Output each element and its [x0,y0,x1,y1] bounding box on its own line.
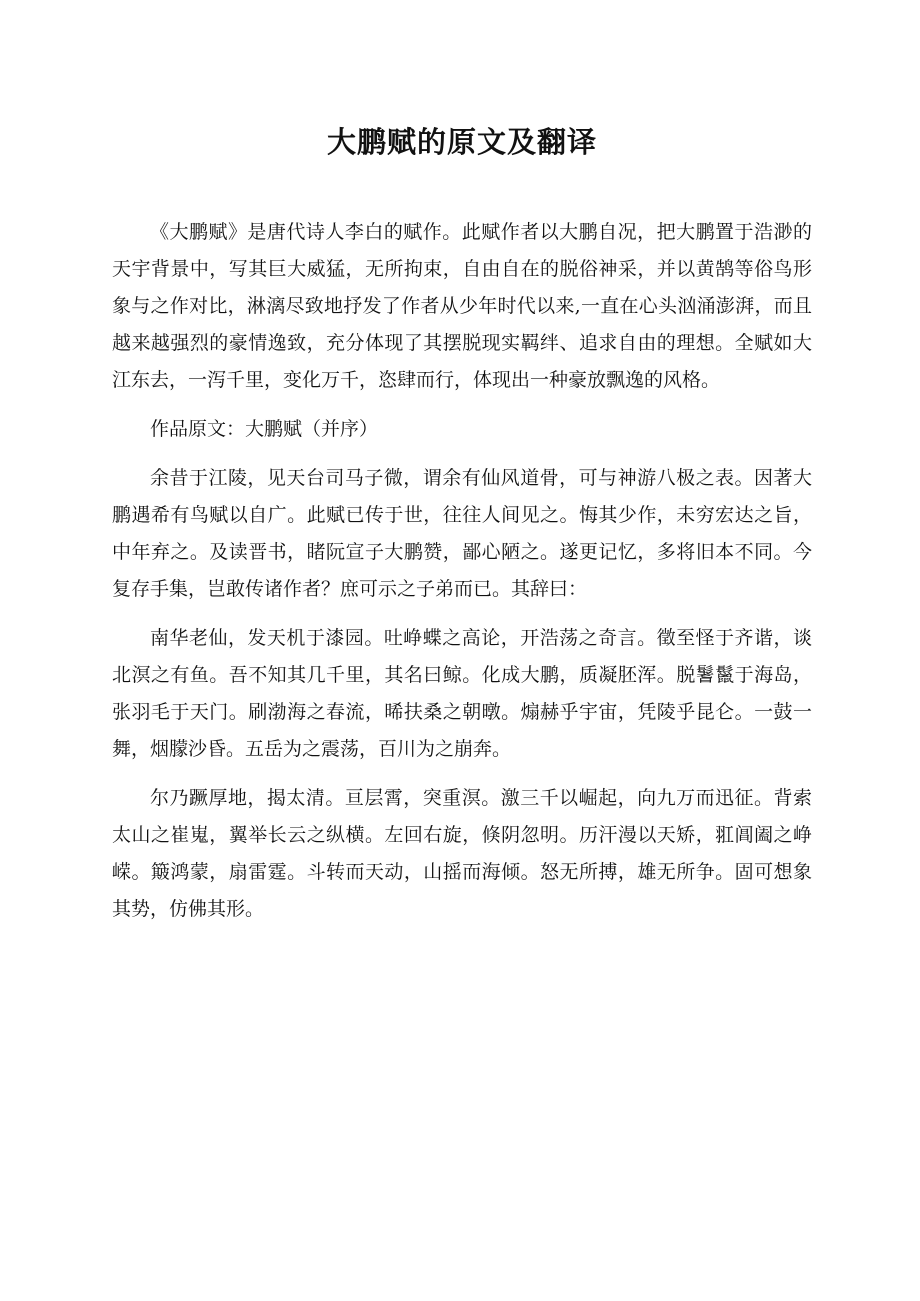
intro-paragraph: 《大鹏赋》是唐代诗人李白的赋作。此赋作者以大鹏自况，把大鹏置于浩渺的天宇背景中，写其巨大威猛，无所拘束，自由自在的脱俗神采，并以黄鹄等俗鸟形象与之作对比，淋漓尽致地抒发了作者从少年时代以来,一直在心头汹涌澎湃，而且越来越强烈的豪情逸致，充分体现了其摆脱现实羁绊、追求自由的理想。全赋如大江东去，一泻千里，变化万千，恣肆而行，体现出一种豪放飘逸的风格。 [112,221,812,391]
text-paragraph-1: 南华老仙，发天机于漆园。吐峥蝶之高论，开浩荡之奇言。徵至怪于齐谐，谈北溟之有鱼。吾不知其几千里，其名曰鲸。化成大鹏，质凝胚浑。脱鬐鬣于海岛，张羽毛于天门。刷渤海之春流，晞扶桑之朝暾。煽赫乎宇宙，凭陵乎昆仑。一鼓一舞，烟朦沙昏。五岳为之震荡，百川为之崩奔。 [112,627,812,760]
document-page [112,0,812,940]
text-paragraph-2: 尔乃蹶厚地，揭太清。亘层霄，突重溟。激三千以崛起，向九万而迅征。背索太山之崔嵬，翼举长云之纵横。左回右旋，倏阴忽明。历汗漫以天矫，羾阊阖之峥嵘。簸鸿蒙，扇雷霆。斗转而天动，山摇而海倾。怒无所搏，雄无所争。固可想象其势，仿佛其形。 [112,787,812,920]
document-body [112,214,812,928]
work-heading-paragraph: 作品原文：大鹏赋（并序） [150,418,379,440]
preface-paragraph: 余昔于江陵，见天台司马子微，谓余有仙风道骨，可与神游八极之表。因著大鹏遇希有鸟赋以自广。此赋已传于世，往往人间见之。悔其少作，未穷宏达之旨，中年弃之。及读晋书，睹阮宣子大鹏赞，鄙心陋之。遂更记忆，多将旧本不同。今复存手集，岂敢传诸作者？庶可示之子弟而已。其辞曰： [112,467,812,600]
document-title: 大鹏赋的原文及翻译 [326,125,597,159]
